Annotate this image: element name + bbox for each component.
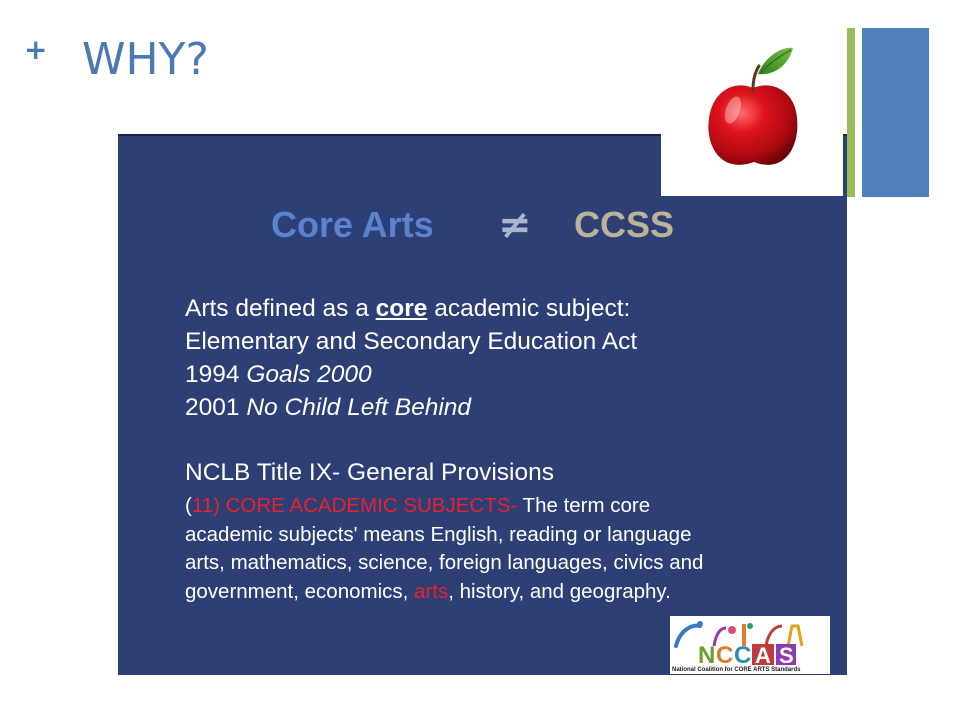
arts-highlight: arts [414,579,449,603]
heading-ccss: CCSS [574,204,675,245]
line-goals-2000: 1994 Goals 2000 [185,361,372,388]
line-arts-defined: Arts defined as a core academic subject: [185,295,631,322]
core-subjects-term: 11) CORE ACADEMIC SUBJECTS- [191,494,518,517]
not-equal-icon: ≠ [498,202,532,248]
svg-text:C: C [734,642,752,666]
comparison-heading [118,204,847,254]
svg-text:S: S [779,643,794,666]
nccas-logo [670,616,830,674]
definition-line-3: arts, mathematics, science, foreign languages, civics and [185,551,704,574]
arts-core-list [185,292,637,424]
accent-bar-green [847,28,855,197]
line-esea: Elementary and Secondary Education Act [185,328,638,355]
nccas-caption: National Coalition for CORE ARTS Standards [672,667,801,673]
accent-bar-blue [862,28,929,197]
apple-image [661,44,843,196]
nccas-logo-graphic [670,616,830,666]
definition-line-2: academic subjects' means English, reading or language [185,522,692,546]
line-nclb: 2001 No Child Left Behind [185,394,472,421]
nclb-title-heading: NCLB Title IX- General Provisions [185,459,554,486]
core-subjects-definition [185,492,825,606]
svg-text:C: C [716,642,734,666]
svg-text:A: A [755,643,771,666]
core-underlined: core [375,295,428,322]
apple-icon [661,44,843,196]
slide-title: WHY? [82,34,209,85]
definition-line-4: government, economics, arts, history, and geography. [185,579,671,603]
content-panel [118,134,847,675]
heading-core-arts: Core Arts [271,204,434,245]
definition-line-1: (11) CORE ACADEMIC SUBJECTS- The term core [185,494,651,517]
plus-icon: + [24,33,48,66]
svg-text:N: N [698,642,716,666]
